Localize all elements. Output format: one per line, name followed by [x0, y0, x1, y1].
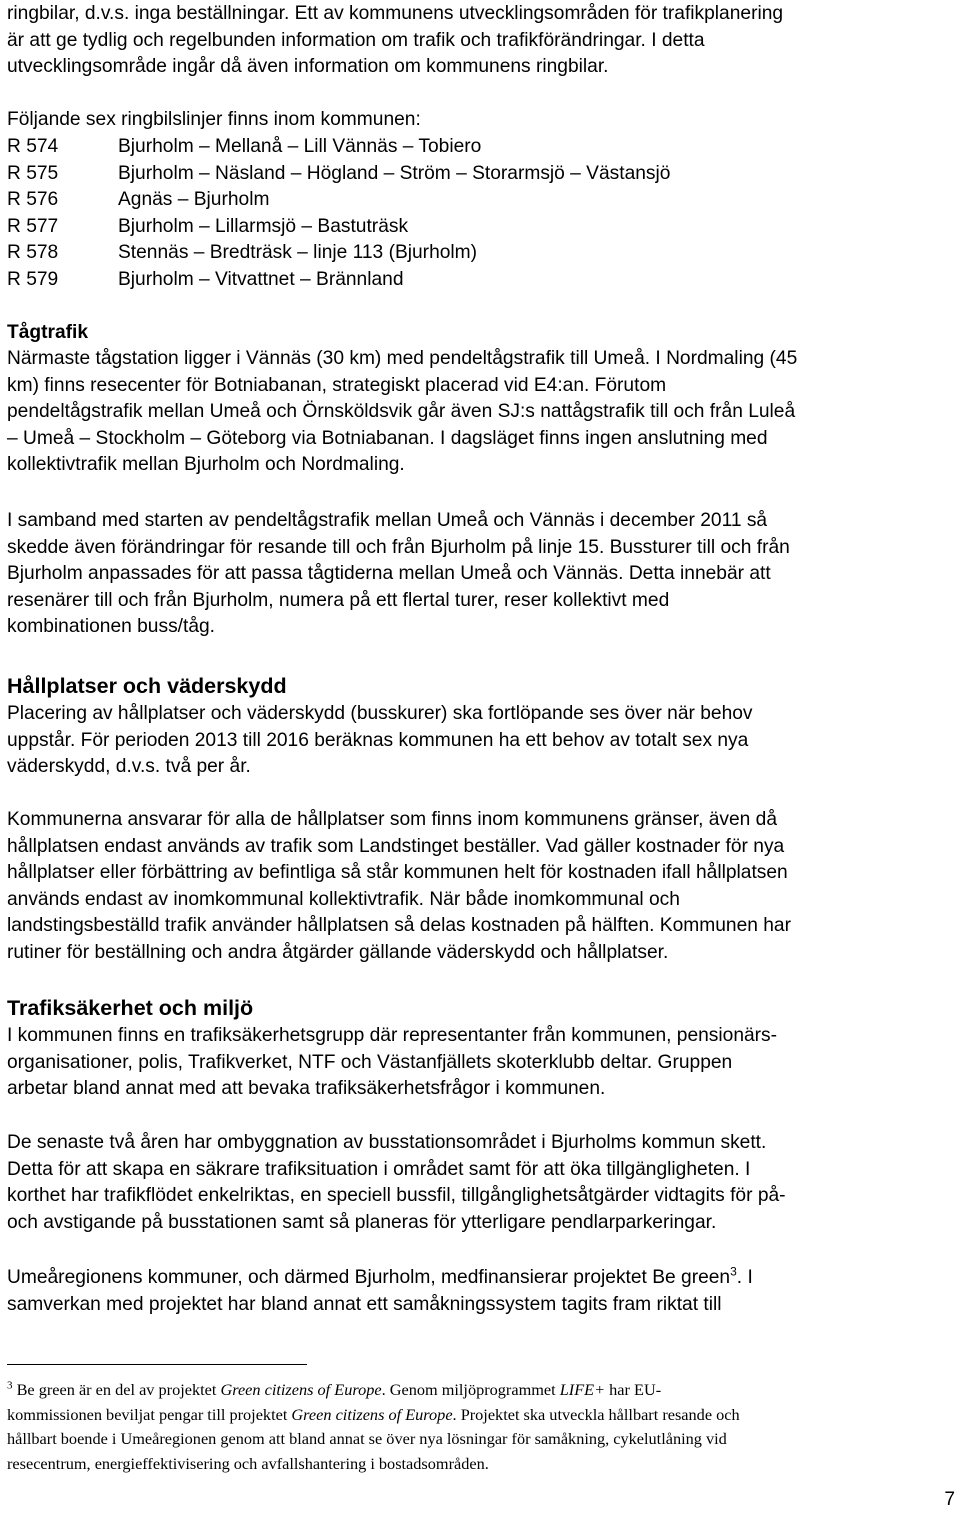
intro-line: ringbilar, d.v.s. inga beställningar. Ett av kommunens utvecklingsområden för trafikplanering	[7, 3, 784, 24]
section-heading-hallplatser: Hållplatser och väderskydd	[7, 674, 287, 698]
intro-line: är att ge tydlig och regelbunden information om trafik och trafikförändringar. I detta	[7, 29, 705, 51]
tagtrafik-paragraph-1: Närmaste tågstation ligger i Vännäs (30 km) med pendeltågstrafik till Umeå. I Nordmaling (45 km) finns resecenter för Botniabanan, strategiskt placerad vid E4:an. Förutom pendeltågstrafik mellan Umeå och Örnsköldsvik går även SJ:s nattågstrafik till och från Luleå – Umeå – Stockholm – Göteborg via Botniabanan. I dagsläget finns ingen anslutning med kollektivtrafik mellan Bjurholm och Nordmaling.	[7, 348, 798, 476]
route-stops: Bjurholm – Näsland – Högland – Ström – Storarmsjö – Västansjö	[118, 162, 671, 184]
section-heading-tagtrafik: Tågtrafik	[7, 322, 89, 343]
trafiksakerhet-paragraph-1: I kommunen finns en trafiksäkerhetsgrupp där representanter från kommunen, pensionärs- organisationer, polis, Trafikverket, NTF och Västanfjällets skoterklubb deltar. Gruppen arbetar bland annat med att bevaka trafiksäkerhetsfrågor i kommunen.	[7, 1025, 778, 1100]
footnote-reference[interactable]: 3	[730, 1264, 737, 1279]
route-row	[7, 161, 907, 188]
route-row	[7, 134, 907, 161]
trafiksakerhet-paragraph-3: Umeåregionens kommuner, och därmed Bjurholm, medfinansierar projektet Be green$^3$. I samverkan med projektet har bland annat ett samåkningssystem tagits fram riktat till	[7, 1264, 753, 1315]
hallplatser-paragraph-1: Placering av hållplatser och väderskydd (busskurer) ska fortlöpande ses över när behov uppstår. För perioden 2013 till 2016 beräknas kommunen ha ett behov av totalt sex nya väderskydd, d.v.s. två per år.	[7, 703, 753, 778]
trafiksakerhet-paragraph-2: De senaste två åren har ombyggnation av busstationsområdet i Bjurholms kommun skett. Detta för att skapa en säkrare trafiksituation i området samt för att öka tillgängligheten. I korthet har trafikflödet enkelriktas, en speciell bussfil, tillgånglighetsåtgärder vidtagits för på- och avstigande på busstationen samt så planeras för ytterligare pendlarparkeringar.	[7, 1132, 786, 1233]
route-stops: Bjurholm – Mellanå – Lill Vännäs – Tobiero	[118, 136, 482, 157]
route-stops: Agnäs – Bjurholm	[118, 189, 270, 211]
footnote: $^3$ Be green är en del av projektet Green citizens of Europe. Genom miljöprogrammet LIFE+ har EU- kommissionen beviljat pengar till projektet Green citizens of Europe. Projektet ska utveckla hållbart resande och hållbart boende i Umeåregionen genom att bland annat se över nya lösningar för samåkning, cykelutlåning vid resecentrum, energieffektivisering och avfallshantering i bostadsområden.	[7, 1379, 740, 1474]
route-list	[7, 134, 907, 294]
intro-paragraph	[7, 1, 955, 81]
route-code: R 577	[7, 215, 59, 237]
route-row	[7, 187, 907, 214]
route-stops: Bjurholm – Lillarmsjö – Bastuträsk	[118, 215, 409, 237]
route-code: R 574	[7, 136, 59, 157]
page-number: 7	[944, 1489, 955, 1510]
tagtrafik-paragraph-2: I samband med starten av pendeltågstrafik mellan Umeå och Vännäs i december 2011 så skedde även förändringar för resande till och från Bjurholm på linje 15. Bussturer till och från Bjurholm anpassades för att passa tågtiderna mellan Umeå och Vännäs. Detta innebär att resenärer till och från Bjurholm, numera på ett flertal turer, reser kollektivt med kombinationen buss/tåg.	[7, 510, 790, 638]
route-stops: Stennäs – Bredträsk – linje 113 (Bjurholm)	[118, 242, 478, 264]
intro-line: utvecklingsområde ingår då även information om kommunens ringbilar.	[7, 56, 609, 78]
route-row	[7, 214, 907, 241]
hallplatser-paragraph-2: Kommunerna ansvarar för alla de hållplatser som finns inom kommunens gränser, även då hållplatsen endast används av trafik som Landstinget beställer. Vad gäller kostnader för nya hållplatser eller förbättring av befintliga så står kommunen helt för kostnaden ifall hållplatsen används endast av inomkommunal kollektivtrafik. När både inomkommunal och landstingsbeställd trafik använder hållplatsen så delas kostnaden på hälften. Kommunen har rutiner för beställning och andra åtgärder gällande väderskydd och hållplatser.	[7, 809, 791, 963]
route-code: R 579	[7, 268, 59, 290]
section-heading-trafiksakerhet: Trafiksäkerhet och miljö	[7, 996, 254, 1020]
route-row	[7, 267, 907, 294]
route-code: R 576	[7, 189, 59, 211]
route-code: R 578	[7, 242, 59, 264]
footnote-mark: 3	[7, 1379, 13, 1392]
ringbil-lead: Följande sex ringbilslinjer finns inom kommunen:	[7, 109, 421, 130]
footnote-separator	[7, 1364, 307, 1365]
route-stops: Bjurholm – Vitvattnet – Brännland	[118, 268, 404, 290]
route-code: R 575	[7, 162, 59, 184]
route-row	[7, 240, 907, 267]
